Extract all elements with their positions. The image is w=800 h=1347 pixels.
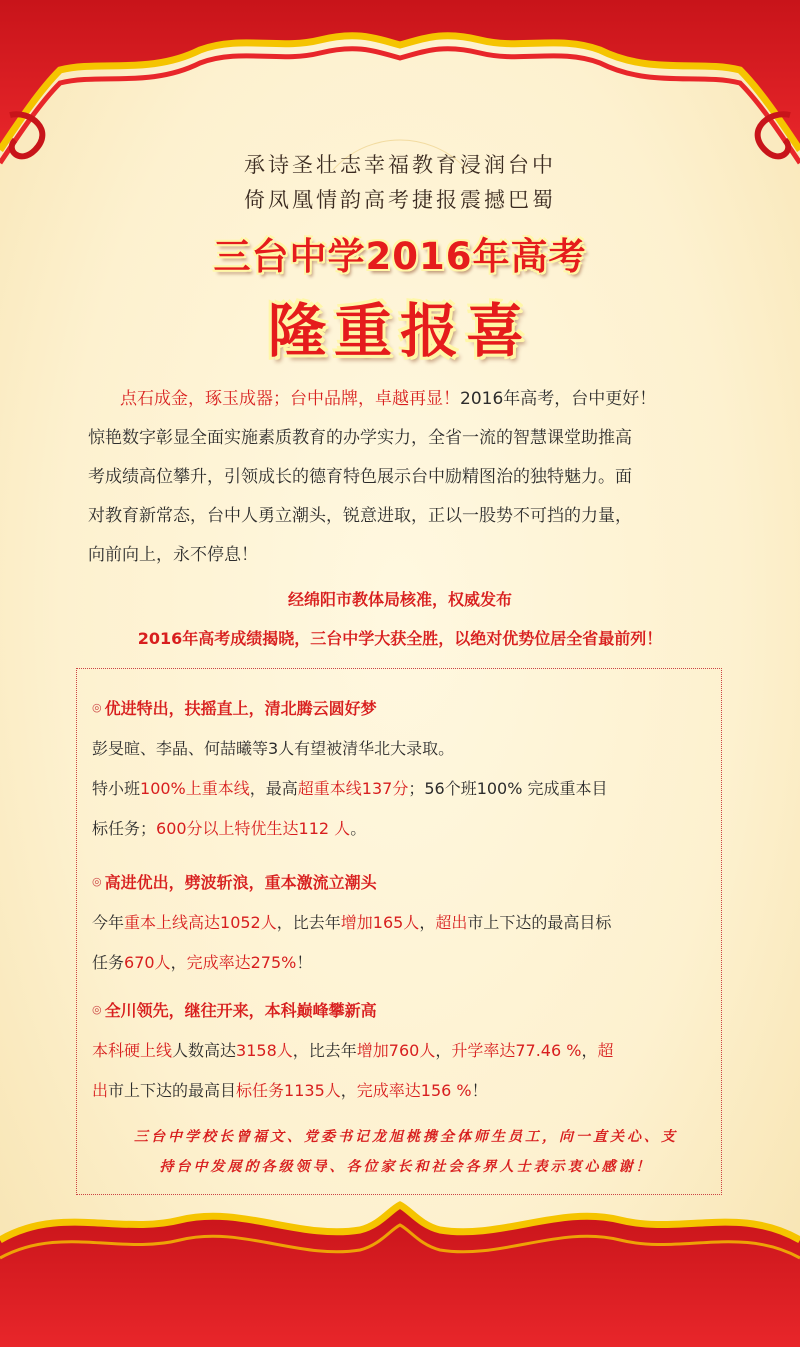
couplet-line-2: 倚凤凰情韵高考捷报震撼巴蜀 bbox=[244, 188, 556, 212]
section-3 bbox=[92, 990, 722, 1111]
section-3-line-2: 出市上下达的最高目标任务1135人，完成率达156 %！ bbox=[92, 1081, 488, 1100]
thanks-message bbox=[96, 1122, 716, 1182]
intro-lead-highlight: 点石成金，琢玉成器；台中品牌，卓越再显！ bbox=[120, 389, 460, 409]
top-curtain-decoration bbox=[0, 0, 800, 170]
intro-paragraph bbox=[88, 380, 728, 575]
page-title: 隆重报喜 bbox=[267, 297, 532, 365]
section-1-heading: ◎ 优进特出，扶摇直上，清北腾云圆好梦 bbox=[92, 699, 377, 718]
section-1-line-1: 彭旻暄、李晶、何喆曦等3人有望被清华北大录取。 bbox=[92, 739, 455, 758]
bottom-curtain-decoration bbox=[0, 1200, 800, 1347]
section-3-line-1: 本科硬上线人数高达3158人，比去年增加760人，升学率达77.46 %，超 bbox=[92, 1041, 614, 1060]
section-2-line-1: 今年重本上线高达1052人，比去年增加165人，超出市上下达的最高目标 bbox=[92, 913, 612, 932]
section-1 bbox=[92, 688, 722, 849]
intro-line-3: 考成绩高位攀升，引领成长的德育特色展示台中励精图治的独特魅力。面 bbox=[88, 467, 632, 487]
headline: 三台中学2016年高考 bbox=[213, 235, 587, 278]
thanks-line-2: 持台中发展的各级领导、各位家长和社会各界人士表示衷心感谢！ bbox=[159, 1159, 653, 1175]
couplet-line-1: 承诗圣壮志幸福教育浸润台中 bbox=[244, 153, 556, 177]
verification-notice: 经绵阳市教体局核准，权威发布 bbox=[287, 590, 512, 609]
section-2 bbox=[92, 862, 722, 983]
thanks-line-1: 三台中学校长曾福文、党委书记龙旭桃携全体师生员工，向一直关心、支 bbox=[134, 1129, 678, 1145]
section-marker-icon: ◎ bbox=[92, 1003, 102, 1016]
intro-lead-rest: 2016年高考，台中更好！ bbox=[460, 389, 657, 409]
section-1-line-3: 标任务；600分以上特优生达112 人。 bbox=[92, 819, 367, 838]
section-2-heading: ◎ 高进优出，劈波斩浪，重本激流立潮头 bbox=[92, 873, 377, 892]
section-1-line-2: 特小班100%上重本线，最高超重本线137分；56个班100% 完成重本目 bbox=[92, 779, 608, 798]
section-marker-icon: ◎ bbox=[92, 701, 102, 714]
intro-line-2: 惊艳数字彰显全面实施素质教育的办学实力，全省一流的智慧课堂助推高 bbox=[88, 428, 632, 448]
section-2-line-2: 任务670人，完成率达275%！ bbox=[92, 953, 313, 972]
intro-line-4: 对教育新常态，台中人勇立潮头，锐意进取，正以一股势不可挡的力量， bbox=[88, 506, 632, 526]
section-marker-icon: ◎ bbox=[92, 875, 102, 888]
intro-line-5: 向前向上，永不停息！ bbox=[88, 545, 258, 565]
results-summary: 2016年高考成绩揭晓，三台中学大获全胜，以绝对优势位居全省最前列！ bbox=[137, 629, 663, 648]
section-3-heading: ◎ 全川领先，继往开来，本科巅峰攀新高 bbox=[92, 1001, 377, 1020]
